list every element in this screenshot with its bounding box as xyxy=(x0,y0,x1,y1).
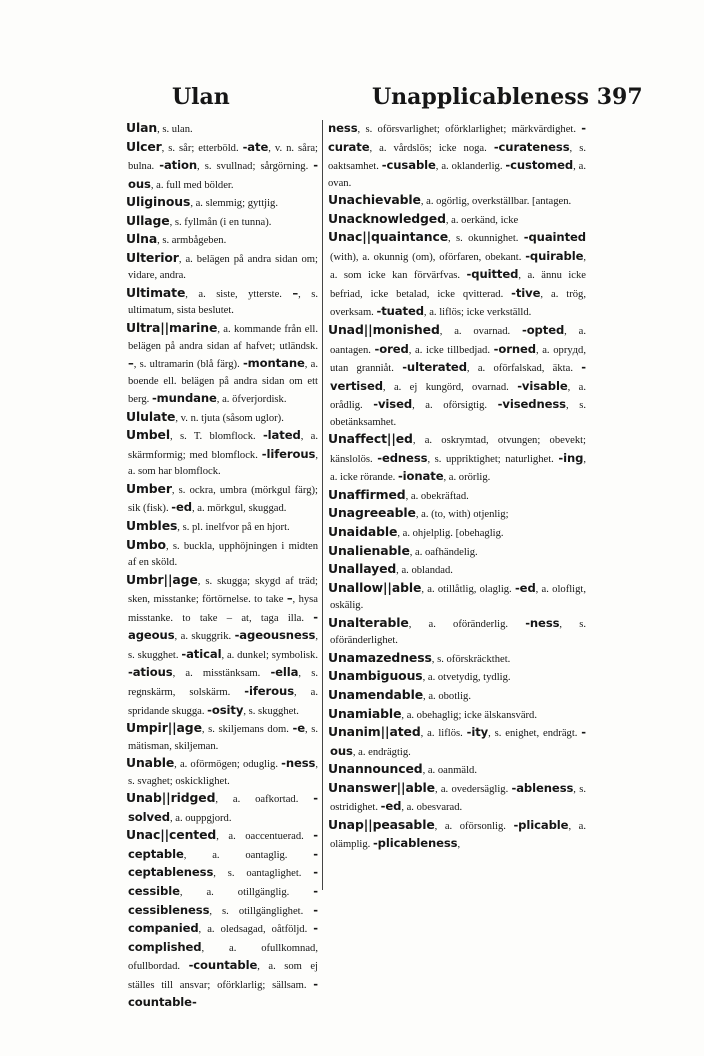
header-left-guideword: Ulan xyxy=(172,84,230,110)
entry-headword: Unanswer||able xyxy=(328,779,435,795)
entry-definition-text: , a. orådlig. xyxy=(330,381,586,412)
entry-headword: Ullage xyxy=(126,212,170,228)
entry-definition-text: , s. sår; etterböld. xyxy=(161,142,243,154)
entry-subform: -companied xyxy=(128,902,318,936)
entry-headword: Unab||ridged xyxy=(126,790,216,806)
dictionary-entry xyxy=(126,572,318,720)
entry-headword: Unalterable xyxy=(328,614,409,630)
entry-definition-text: , s. enighet, endrägt. xyxy=(488,728,582,740)
dictionary-entry xyxy=(126,285,318,320)
dictionary-entry xyxy=(328,817,586,854)
entry-subform: -complished xyxy=(128,921,318,954)
entry-definition-text: , s. svaghet; oskicklighet. xyxy=(128,759,318,787)
entry-subform: -opted xyxy=(521,323,565,338)
entry-subform: – xyxy=(286,591,293,606)
entry-subform: -ous xyxy=(128,158,318,191)
entry-headword: Unac||quaintance xyxy=(328,229,449,245)
entry-subform: -iferous xyxy=(244,683,294,698)
entry-definition-text: , a. (to, with) otjenlig; xyxy=(415,509,509,521)
entry-subform: -ceptable xyxy=(128,828,318,861)
entry-subform: -ing xyxy=(558,450,584,465)
dictionary-entry xyxy=(126,827,318,1012)
dictionary-entry xyxy=(328,543,586,562)
entry-definition-text: , a. ogörlig, overkställbar. [antagen. xyxy=(420,196,572,208)
entry-definition-text: , a. vårdslös; icke noga. xyxy=(369,142,494,154)
entry-definition-text: , s. mätisman, skiljeman. xyxy=(128,724,318,752)
entry-subform: -curate xyxy=(328,121,586,154)
entry-definition-text: , a. olofligt, oskälig. xyxy=(330,583,586,612)
column-divider xyxy=(322,120,323,890)
dictionary-entry xyxy=(126,250,318,285)
entry-definition-text: , s. ultramarin (blå färg). xyxy=(133,359,243,371)
entry-definition-text: , a. oklanderlig. xyxy=(435,161,506,173)
entry-subform: -plicableness xyxy=(372,836,458,851)
entry-headword: Unallow||able xyxy=(328,579,422,595)
entry-headword: Uliginous xyxy=(126,194,191,210)
entry-definition-text: , s. skiljemans dom. xyxy=(201,724,293,736)
dictionary-entry xyxy=(126,320,318,409)
entry-subform: -ella xyxy=(270,665,299,680)
entry-subform: -visable xyxy=(517,378,568,393)
entry-subform: -cusable xyxy=(381,158,436,173)
entry-definition-text: , a. som ej ställes till ansvar; oförklarlig; sällsam. xyxy=(128,961,318,991)
entry-subform: -customed xyxy=(505,158,574,173)
entry-definition-text: , a. oantagen. xyxy=(330,326,586,356)
entry-definition-text: , a. endrägtig. xyxy=(352,746,411,758)
entry-definition-text: , s. ockra, umbra (mörkgul färg); sik (fisk). xyxy=(128,484,318,515)
entry-headword: Ululate xyxy=(126,408,176,424)
entry-subform: -countable- xyxy=(128,976,318,1010)
entry-definition-text: , a. oerkänd, icke xyxy=(445,214,519,226)
entry-headword: Unanim||ated xyxy=(328,724,421,740)
entry-definition-text: , v. n. tjuta (såsom uglor). xyxy=(175,412,284,424)
dictionary-entry xyxy=(328,615,586,650)
entry-headword: Ultra||marine xyxy=(126,320,218,336)
entry-subform: -ageousness xyxy=(234,628,316,643)
entry-subform: -ness xyxy=(525,615,560,630)
entry-subform: -countable xyxy=(188,958,258,973)
dictionary-entry xyxy=(126,213,318,232)
entry-definition-text: , a. opryдd, utan granniåt. xyxy=(330,344,586,375)
entry-subform: -ulterated xyxy=(402,360,467,375)
entry-definition-text: , a. olämplig. xyxy=(330,820,586,851)
entry-definition-text: , a. öfverjordisk. xyxy=(216,394,287,406)
entry-definition-text: , a. siste, ytterste. xyxy=(185,288,293,300)
entry-definition-text: , a. slemmig; gyttjig. xyxy=(190,198,279,210)
entry-definition-text: , a. obehaglig; icke älskansvärd. xyxy=(401,709,538,721)
entry-subform: -visedness xyxy=(497,397,566,412)
entry-subform: -tuated xyxy=(376,304,424,319)
entry-definition-text: , s. pl. inelfvor på en hjort. xyxy=(177,522,290,534)
entry-subform: ness xyxy=(328,121,358,135)
entry-definition-text: , a. ohjelplig. [obehaglig. xyxy=(397,528,504,540)
entry-definition-text: , a. som har blomflock. xyxy=(128,449,318,478)
entry-headword: Unap||peasable xyxy=(328,816,435,832)
entry-definition-text: , s. oaktsamhet. xyxy=(328,142,586,173)
entry-subform: -ored xyxy=(374,341,409,356)
entry-subform: -lated xyxy=(262,428,301,443)
entry-definition-text: , a. oskrymtad, otvungen; obevekt; känslolös. xyxy=(330,435,586,465)
entry-definition-text: , a. oafkortad. xyxy=(215,794,314,806)
entry-definition-text: , a. liflös; icke verkställd. xyxy=(423,307,532,319)
entry-definition-text: , a. ovarnad. xyxy=(439,326,522,338)
dictionary-entry xyxy=(126,194,318,213)
dictionary-entry xyxy=(126,120,318,139)
entry-headword: Unallayed xyxy=(328,561,397,577)
dictionary-entry xyxy=(328,120,586,192)
entry-definition-text: , a. oförsonlig. xyxy=(434,820,514,832)
entry-definition-text: , s. ultimatum, sista beslutet. xyxy=(128,288,318,317)
entry-definition-text: , a. obekräftad. xyxy=(405,490,469,502)
dictionary-entry xyxy=(328,761,586,780)
entry-subform: -ous xyxy=(330,725,586,758)
right-column xyxy=(328,120,586,854)
entry-definition-text: , s. fyllmån (i en tunna). xyxy=(169,216,272,228)
entry-definition-text: , a. orörlig. xyxy=(443,472,491,484)
entry-definition-text: , a. dunkel; symbolisk. xyxy=(221,649,318,661)
entry-subform: -solved xyxy=(128,791,318,824)
entry-definition-text: , s. armbågeben. xyxy=(157,235,227,247)
entry-subform: -ableness xyxy=(511,780,574,795)
dictionary-entry xyxy=(126,755,318,790)
entry-definition-text: , a. otillåtlig, olaglig. xyxy=(421,583,515,595)
entry-subform: -ed xyxy=(514,580,536,595)
entry-definition-text: , a. oförfalskad, äkta. xyxy=(466,363,582,375)
entry-subform: -mundane xyxy=(151,391,217,406)
entry-headword: Unalienable xyxy=(328,542,410,558)
dictionary-entry xyxy=(126,720,318,755)
entry-definition-text: , a. icke rörande. xyxy=(330,453,586,484)
entry-definition-text: , a. obesvarad. xyxy=(401,802,463,814)
entry-definition-text: , s. oförsvarlighet; oförklarlighet; märkvärdighet. xyxy=(357,124,582,135)
dictionary-entry xyxy=(126,139,318,195)
entry-subform: -osity xyxy=(207,702,244,717)
entry-definition-text: , a. ovan. xyxy=(328,161,586,189)
entry-headword: Umbel xyxy=(126,427,170,443)
entry-subform: -liferous xyxy=(261,446,316,461)
entry-subform: -ity xyxy=(466,725,489,740)
entry-headword: Unable xyxy=(126,755,175,771)
entry-definition-text: , a. full med bölder. xyxy=(150,179,234,191)
entry-subform: -ed xyxy=(171,500,192,515)
entry-subform: -ionate xyxy=(397,469,444,484)
entry-definition-text: , s. skugga; skygd af träd; sken, misstanke; förtörnelse. to take xyxy=(128,575,318,606)
entry-definition-text: , s. buckla, upphöjningen i midten af en sköld. xyxy=(128,540,318,569)
entry-definition-text: , s. ostridighet. xyxy=(330,783,586,814)
entry-definition-text: , s. regnskärm, solskärm. xyxy=(128,668,318,698)
entry-definition-text: , s. oföränderlighet. xyxy=(330,618,586,647)
entry-definition-text: , a. skuggrik. xyxy=(174,631,235,643)
entry-definition-text: , a. ovedersäglig. xyxy=(434,783,512,795)
entry-definition-text: , a. liflös. xyxy=(420,728,467,740)
entry-definition-text: , a. trög, overksam. xyxy=(330,288,586,319)
entry-headword: Unannounced xyxy=(328,761,423,777)
dictionary-entry xyxy=(328,724,586,761)
entry-definition-text: , a. ouppgjord. xyxy=(169,812,232,824)
entry-headword: Umbles xyxy=(126,518,178,534)
entry-definition-text: , a. mörkgul, skuggad. xyxy=(191,503,287,515)
entry-definition-text: , xyxy=(457,839,461,851)
entry-subform: -cessible xyxy=(128,865,318,898)
dictionary-entry xyxy=(328,650,586,669)
dictionary-entry xyxy=(126,537,318,572)
entry-definition-text: , s. svullnad; sårgörning. xyxy=(197,161,314,173)
header-right-guideword-and-page-number: Unapplicableness 397 xyxy=(372,84,643,110)
entry-headword: Ulan xyxy=(126,120,158,135)
dictionary-entry xyxy=(328,229,586,322)
entry-subform: -edness xyxy=(377,450,428,465)
entry-definition-text: (with), a. okunnig (om), oförfaren, obekant. xyxy=(330,251,526,263)
entry-definition-text: , a. ofullkomnad, ofullbordad. xyxy=(128,942,318,973)
entry-subform: -e xyxy=(292,721,305,736)
dictionary-entry xyxy=(126,231,318,250)
entry-definition-text: , s. uppriktighet; naturlighet. xyxy=(427,453,559,465)
entry-definition-text: , a. skärmformig; med blomflock. xyxy=(128,431,318,461)
entry-headword: Ulcer xyxy=(126,138,162,154)
entry-headword: Unachievable xyxy=(328,192,421,208)
entry-headword: Ulna xyxy=(126,231,158,247)
entry-definition-text: , s. oantaglighet. xyxy=(213,868,314,880)
entry-definition-text: , a. oblandad. xyxy=(396,565,453,577)
entry-definition-text: , a. spridande skugga. xyxy=(128,686,318,717)
entry-definition-text: , a. oantaglig. xyxy=(183,849,314,861)
entry-definition-text: , v. n. såra; bulna. xyxy=(128,142,318,173)
entry-subform: -vertised xyxy=(330,360,586,393)
entry-definition-text: , a. misstänksam. xyxy=(172,668,271,680)
entry-definition-text: , a. belägen på andra sidan om; vidare, andra. xyxy=(128,253,318,282)
dictionary-entry xyxy=(328,192,586,211)
entry-subform: -ness xyxy=(281,756,316,771)
entry-definition-text: , hysa misstanke. to take – at, taga illa. xyxy=(128,594,319,624)
dictionary-entry xyxy=(328,322,586,431)
entry-definition-text: , a. oanmäld. xyxy=(422,765,477,777)
entry-subform: -cessibleness xyxy=(128,883,318,917)
dictionary-entry xyxy=(328,706,586,725)
entry-subform: -montane xyxy=(242,356,305,371)
entry-definition-text: , s. skugghet. xyxy=(243,705,299,717)
entry-definition-text: , a. otvetydig, tydlig. xyxy=(422,672,511,684)
entry-subform: – xyxy=(292,285,299,300)
entry-headword: Umber xyxy=(126,480,172,496)
entry-subform: -ed xyxy=(380,799,402,814)
dictionary-entry xyxy=(126,427,318,481)
dictionary-entry xyxy=(126,481,318,518)
entry-definition-text: , a. oföränderlig. xyxy=(408,618,526,630)
entry-subform: – xyxy=(128,356,134,371)
entry-definition-text: , a. boende ell. belägen på andra sidan om ett berg. xyxy=(128,359,319,406)
entry-headword: Ulterior xyxy=(126,249,179,265)
dictionary-entry xyxy=(328,524,586,543)
entry-headword: Unagreeable xyxy=(328,505,416,521)
entry-definition-text: , a. oafhändelig. xyxy=(409,546,478,558)
entry-subform: -orned xyxy=(493,341,536,356)
left-column xyxy=(126,120,318,1013)
entry-definition-text: , s. otillgänglighet. xyxy=(209,905,314,917)
dictionary-entry xyxy=(328,487,586,506)
entry-definition-text: , s. obetänksamhet. xyxy=(330,400,586,428)
entry-headword: Unacknowledged xyxy=(328,210,446,226)
entry-definition-text: , a. obotlig. xyxy=(423,690,471,702)
entry-subform: -ate xyxy=(242,139,269,154)
dictionary-entry xyxy=(328,211,586,230)
entry-definition-text: , a. otillgänglig. xyxy=(179,886,314,898)
entry-definition-text: , s. okunnighet. xyxy=(448,233,524,245)
dictionary-entry xyxy=(328,580,586,615)
entry-definition-text: , a. som icke kan förvärfvas. xyxy=(330,251,586,282)
dictionary-entry xyxy=(126,790,318,827)
entry-definition-text: , a. oledsagad, oåtföljd. xyxy=(198,924,314,936)
entry-subform: -atical xyxy=(181,646,222,661)
entry-headword: Umpir||age xyxy=(126,720,202,736)
entry-subform: -ceptableness xyxy=(128,846,318,880)
dictionary-entry xyxy=(328,687,586,706)
entry-subform: -quainted xyxy=(523,230,586,245)
dictionary-entry xyxy=(328,505,586,524)
entry-headword: Unambiguous xyxy=(328,668,423,684)
entry-definition-text: , a. oförmögen; oduglig. xyxy=(174,759,282,771)
entry-headword: Umbo xyxy=(126,536,166,552)
entry-definition-text: , a. ännu icke befriad, icke betalad, icke qvitterad. xyxy=(330,270,586,300)
entry-subform: -quitted xyxy=(466,267,519,282)
entry-headword: Unac||cented xyxy=(126,827,217,843)
dictionary-entry xyxy=(328,431,586,487)
entry-subform: -ageous xyxy=(128,609,318,643)
dictionary-entry xyxy=(126,409,318,428)
entry-definition-text: , s. T. blomflock. xyxy=(170,431,263,443)
dictionary-entry xyxy=(328,561,586,580)
entry-headword: Unamendable xyxy=(328,686,424,702)
entry-headword: Unaffect||ed xyxy=(328,431,413,447)
entry-subform: -plicable xyxy=(513,817,569,832)
entry-subform: -ation xyxy=(159,158,198,173)
dictionary-entry xyxy=(328,668,586,687)
entry-definition-text: , a. ej kungörd, ovarnad. xyxy=(382,381,518,393)
entry-definition-text: , s. oförskräckthet. xyxy=(431,653,511,665)
dictionary-entry xyxy=(328,780,586,817)
entry-subform: -atious xyxy=(128,665,173,680)
entry-definition-text: , s. skugghet. xyxy=(128,631,318,661)
entry-definition-text: , a. oaccentuerad. xyxy=(216,831,314,843)
entry-definition-text: , a. oförsigtig. xyxy=(412,400,498,412)
entry-subform: -curateness xyxy=(493,139,570,154)
entry-headword: Unad||monished xyxy=(328,322,440,338)
entry-definition-text: , a. icke tillbedjad. xyxy=(408,344,494,356)
entry-headword: Unamazedness xyxy=(328,649,432,665)
dictionary-entry xyxy=(126,518,318,537)
entry-headword: Umbr||age xyxy=(126,571,198,587)
entry-headword: Unaffirmed xyxy=(328,486,406,502)
entry-headword: Unamiable xyxy=(328,705,402,721)
entry-subform: -tive xyxy=(511,285,541,300)
entry-headword: Ultimate xyxy=(126,284,186,300)
entry-definition-text: , s. ulan. xyxy=(157,124,193,135)
entry-subform: -quirable xyxy=(525,248,584,263)
entry-subform: -vised xyxy=(373,397,413,412)
entry-definition-text: , a. kommande från ell. belägen på andra sidan af hafvet; utländsk. xyxy=(128,324,318,352)
entry-headword: Unaidable xyxy=(328,524,398,540)
